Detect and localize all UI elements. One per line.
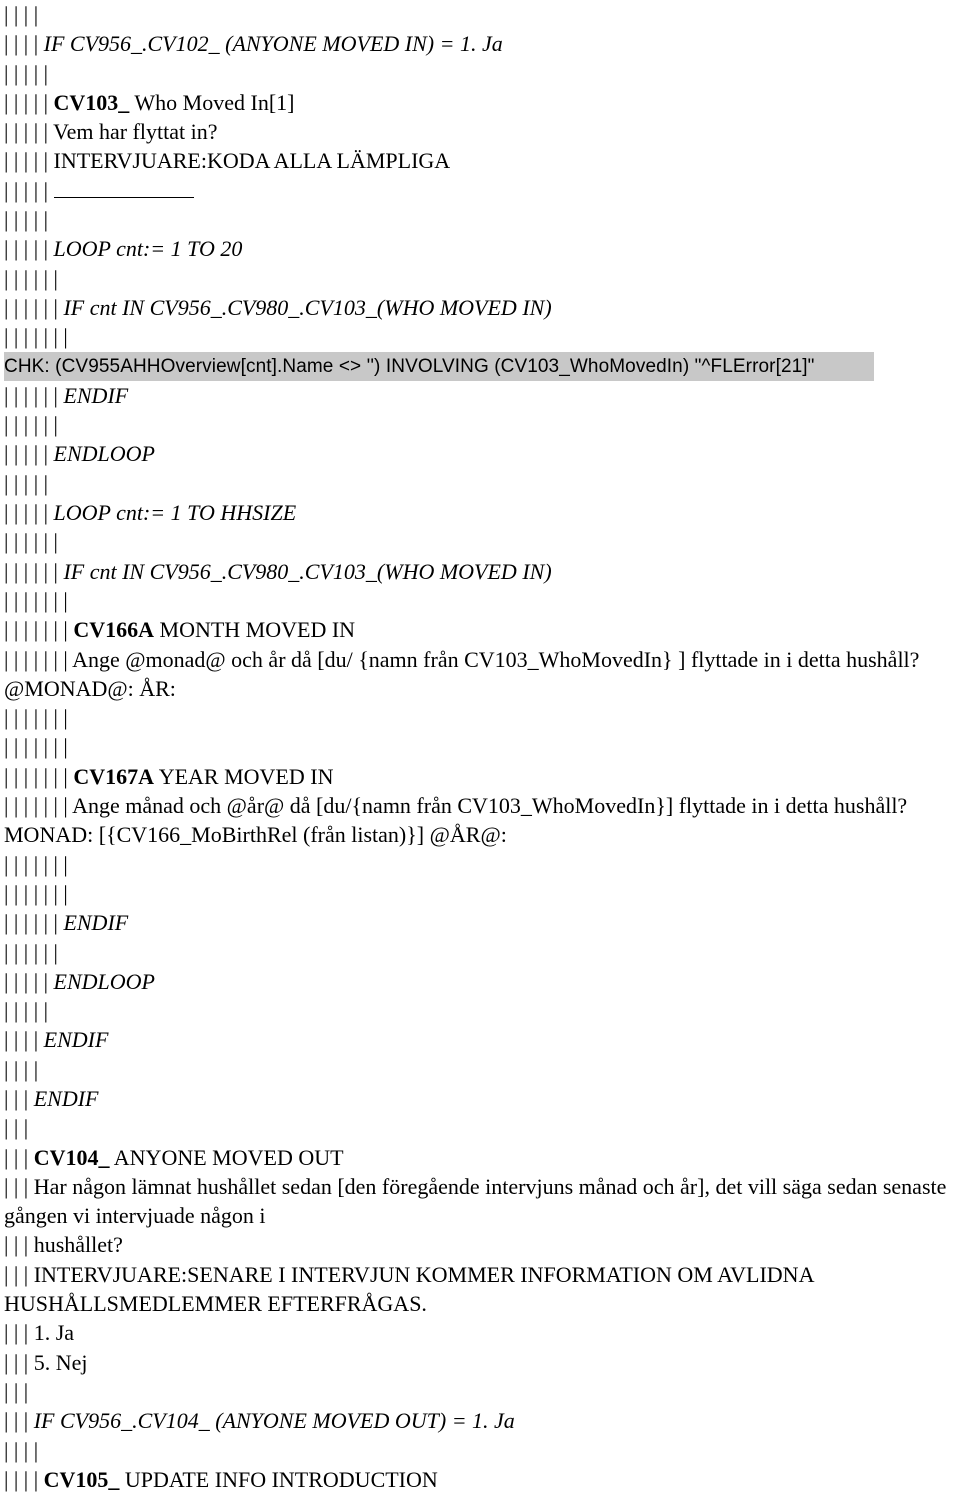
question-id: CV103_ (53, 89, 130, 115)
tree-line: | | | | (4, 1056, 39, 1082)
condition-text: IF CV956_.CV104_ (ANYONE MOVED OUT) = 1. Ja (33, 1408, 515, 1434)
tree-prefix: | | | | | | (4, 910, 64, 936)
condition-text: IF cnt IN CV956_.CV980_.CV103_(WHO MOVED IN) (63, 294, 552, 320)
question-heading (4, 762, 956, 791)
endif-text: ENDIF (33, 1085, 99, 1111)
tree-prefix: | | | | | (4, 441, 54, 467)
tree-prefix: | | | | | | (4, 558, 64, 584)
tree-prefix: | | | | | (4, 968, 54, 994)
question-text: | | | | | | | Ange @monad@ och år då [du/ {namn från CV103_WhoMovedIn} ] flyttade in i detta hushåll? @MONAD@: ÅR: (4, 646, 920, 701)
endif-line (4, 381, 956, 410)
condition-line (4, 1406, 956, 1435)
tree-line: | | | | | | | (4, 851, 68, 877)
question-heading (4, 1143, 956, 1172)
tree-line: | | | | | | | (4, 734, 68, 760)
tree-prefix: | | | | | (4, 89, 54, 115)
tree-line: | | | | (4, 1437, 39, 1463)
tree-line: | | | | | | (4, 529, 58, 555)
interviewer-instruction: | | | | | INTERVJUARE:KODA ALLA LÄMPLIGA (4, 148, 451, 174)
tree-line: | | | | | (4, 60, 49, 86)
question-title: YEAR MOVED IN (154, 763, 334, 789)
answer-blank (54, 179, 194, 198)
endloop-line (4, 967, 956, 996)
interviewer-instruction: | | | INTERVJUARE:SENARE I INTERVJUN KOMMER INFORMATION OM AVLIDNA HUSHÅLLSMEDLEMMER EFTERFRÅGAS. (4, 1261, 814, 1317)
loop-line (4, 234, 956, 263)
tree-line: | | | | | | | (4, 324, 68, 350)
endif-text: ENDIF (63, 910, 129, 936)
loop-text: LOOP cnt:= 1 TO 20 (53, 236, 243, 262)
loop-line (4, 498, 956, 527)
check-rule-highlight: CHK: (CV955AHHOverview[cnt].Name <> '') INVOLVING (CV103_WhoMovedIn) "^FLError[21]" (4, 352, 874, 381)
tree-prefix: | | | | | | | (4, 763, 74, 789)
tree-prefix: | | | (4, 1085, 34, 1111)
endif-text: ENDIF (63, 382, 129, 408)
question-heading (4, 1465, 956, 1494)
loop-text: LOOP cnt:= 1 TO HHSIZE (53, 500, 297, 526)
question-title: UPDATE INFO INTRODUCTION (119, 1466, 438, 1492)
tree-prefix: | | | (4, 1144, 34, 1170)
question-title: Who Moved In[1] (129, 89, 295, 115)
endloop-text: ENDLOOP (53, 441, 155, 467)
endif-line (4, 1025, 956, 1054)
tree-prefix: | | | | (4, 31, 44, 57)
endif-line (4, 908, 956, 937)
condition-text: IF CV956_.CV102_ (ANYONE MOVED IN) = 1. Ja (43, 31, 503, 57)
condition-text: IF cnt IN CV956_.CV980_.CV103_(WHO MOVED IN) (63, 558, 552, 584)
question-text-continued: | | | hushållet? (4, 1232, 123, 1258)
tree-line: | | | | | (4, 998, 49, 1024)
answer-option: | | | 1. Ja (4, 1320, 75, 1346)
question-id: CV105_ (43, 1466, 120, 1492)
tree-line: | | | | | | (4, 265, 58, 291)
tree-prefix: | | | | | (4, 500, 54, 526)
question-heading (4, 88, 956, 117)
answer-option: | | | 5. Nej (4, 1349, 88, 1375)
question-heading (4, 615, 956, 644)
tree-line: | | | | | | | (4, 705, 68, 731)
tree-prefix: | | | | | (4, 236, 54, 262)
question-text: | | | | | | | Ange månad och @år@ då [du/{namn från CV103_WhoMovedIn}] flyttade in i detta hushåll? MONAD: [{CV166_MoBirthRel (från listan)}] @ÅR@: (4, 793, 908, 848)
question-id: CV167A (73, 763, 155, 789)
tree-prefix: | | | | (4, 1466, 44, 1492)
questionnaire-document (4, 0, 956, 1494)
question-text: | | | Har någon lämnat hushållet sedan [den föregående intervjuns månad och år], det vill säga sedan senaste gången vi intervjuade någon i (4, 1173, 947, 1229)
question-title: ANYONE MOVED OUT (109, 1144, 344, 1170)
question-id: CV104_ (33, 1144, 110, 1170)
tree-line: | | | | | (4, 470, 49, 496)
tree-prefix: | | | | | | (4, 294, 64, 320)
question-id: CV166A (73, 617, 155, 643)
endloop-text: ENDLOOP (53, 968, 155, 994)
tree-prefix: | | | | | (4, 177, 54, 203)
tree-prefix: | | | (4, 1408, 34, 1434)
endloop-line (4, 439, 956, 468)
tree-prefix: | | | | | | (4, 382, 64, 408)
condition-line (4, 557, 956, 586)
tree-line: | | | | | | | (4, 880, 68, 906)
endif-text: ENDIF (43, 1027, 109, 1053)
tree-line: | | | | (4, 2, 39, 27)
tree-line: | | | (4, 1115, 29, 1141)
question-title: MONTH MOVED IN (154, 617, 356, 643)
tree-line: | | | | | | (4, 939, 58, 965)
tree-line: | | | | | | (4, 412, 58, 438)
tree-line: | | | | | (4, 207, 49, 233)
endif-line (4, 1084, 956, 1113)
tree-prefix: | | | | (4, 1027, 44, 1053)
answer-blank-line (4, 176, 956, 205)
tree-line: | | | (4, 1378, 29, 1404)
condition-line (4, 293, 956, 322)
tree-line: | | | | | | | (4, 587, 68, 613)
question-text: | | | | | Vem har flyttat in? (4, 119, 218, 145)
tree-prefix: | | | | | | | (4, 617, 74, 643)
condition-line (4, 29, 956, 58)
